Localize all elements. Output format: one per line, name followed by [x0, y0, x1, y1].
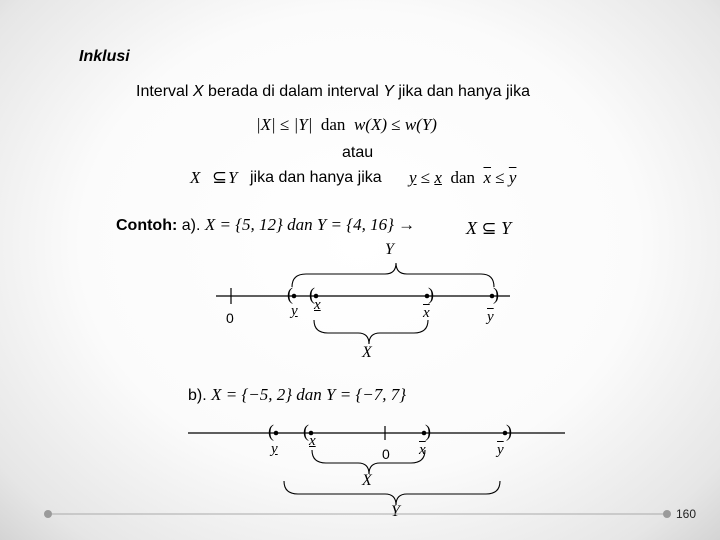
y-upper-bound: $\overline{y}$ [508, 168, 517, 187]
bracket-open-x-b: ( [303, 421, 309, 441]
contoh-label: Contoh: [116, 217, 178, 234]
dan-2: dan [450, 168, 475, 187]
footer-dot-right [663, 510, 671, 518]
le-sign-2: ≤ [391, 115, 401, 134]
bracket-close-y-b: ) [506, 421, 512, 441]
example-b-expression: X = {−5, 2} dan Y = {−7, 7} [211, 385, 407, 404]
y-lower-bound: y [409, 168, 417, 187]
w-x: w(X) [353, 115, 387, 134]
atau-text: atau [342, 144, 374, 161]
y-upper-label-a: $\overline{y}$ [487, 309, 494, 325]
brace-label-x-a: X [362, 344, 372, 361]
y-lower-label-b: y [271, 441, 278, 457]
page-number: 160 [676, 507, 697, 521]
statement-suffix: jika dan hanya jika [393, 83, 531, 100]
bracket-open-x-a: ( [309, 284, 315, 304]
abs-y: |Y| [293, 115, 313, 134]
zero-label-b: 0 [382, 446, 390, 462]
statement-x: X [192, 83, 204, 100]
x-lower-bound: x [434, 168, 442, 187]
x-lower-label-b: x [309, 433, 316, 449]
bracket-open-y-a: ( [287, 284, 293, 304]
statement-middle: berada di dalam interval [203, 83, 384, 100]
zero-label-a: 0 [226, 310, 234, 326]
statement-y: Y [383, 83, 394, 100]
example-b-sub: b). [188, 387, 207, 404]
w-y: w(Y) [404, 115, 437, 134]
abs-x: |X| [256, 115, 276, 134]
x-lower-label-a: x [314, 297, 321, 313]
x-upper-bound: $\overline{x}$ [483, 168, 492, 187]
y-upper-label-b: $\overline{y}$ [497, 442, 504, 458]
formula2-x: X [190, 168, 201, 187]
example-a-expression: X = {5, 12} dan Y = {4, 16} → [204, 215, 416, 234]
conclusion-x: X [466, 218, 477, 238]
le-sign-4: ≤ [495, 168, 505, 187]
formula2-jdhj: jika dan hanya jika [250, 169, 382, 186]
le-sign-1: ≤ [279, 115, 290, 134]
bracket-open-y-b: ( [268, 421, 274, 441]
bracket-close-x-b: ) [425, 421, 431, 441]
bracket-close-y-a: ) [493, 284, 499, 304]
brace-label-y-b: Y [391, 503, 400, 520]
x-upper-label-a: $\overline{x}$ [423, 305, 430, 321]
y-lower-label-a: y [291, 303, 298, 319]
brace-label-x-b: X [362, 472, 372, 489]
x-upper-label-b: $\overline{x}$ [419, 442, 426, 458]
statement-prefix: Interval [136, 83, 193, 100]
footer-dot-left [44, 510, 52, 518]
dan-1: dan [320, 115, 346, 134]
bracket-close-x-a: ) [428, 284, 434, 304]
le-sign-3: ≤ [420, 168, 431, 187]
example-a-sub: a). [181, 217, 201, 234]
slide-title: Inklusi [79, 48, 130, 65]
formula2-y: Y [228, 168, 238, 187]
subset-sign-1: ⊆ [212, 167, 228, 187]
conclusion-y: Y [501, 218, 512, 238]
brace-label-y-a: Y [385, 241, 394, 258]
subset-sign-2: ⊆ [481, 218, 497, 238]
